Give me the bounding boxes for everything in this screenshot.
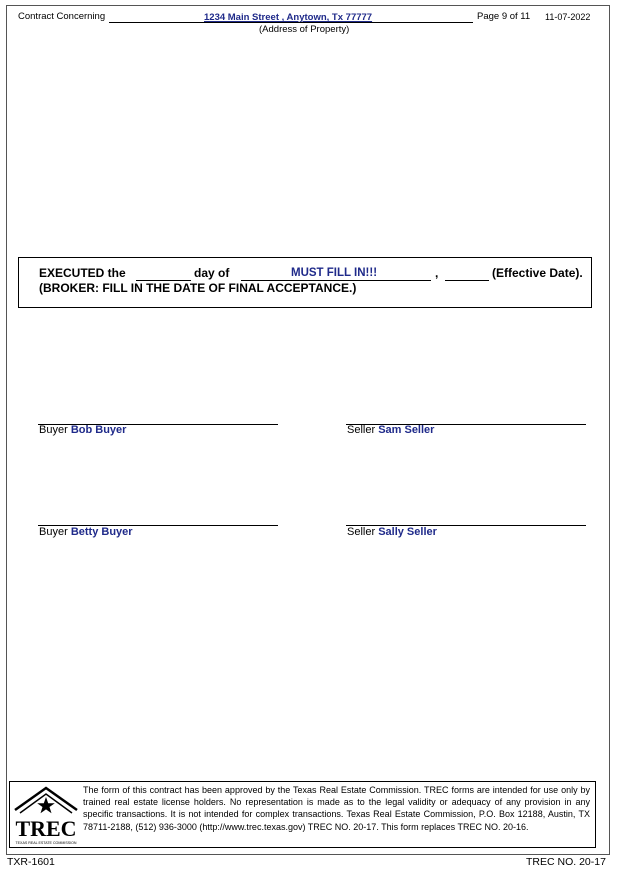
page-number: Page 9 of 11 (477, 11, 531, 22)
signer-name: Betty Buyer (70, 526, 133, 538)
signature-role: Buyer (39, 526, 68, 538)
broker-note: (BROKER: FILL IN THE DATE OF FINAL ACCEPTANCE.) (39, 281, 357, 295)
signature-block-seller-2 (347, 526, 437, 538)
effective-date-label: (Effective Date). (492, 266, 583, 280)
comma: , (435, 266, 439, 280)
day-of-label: day of (194, 266, 230, 280)
disclaimer-text: The form of this contract has been approved by the Texas Real Estate Commission. TREC forms are intended for use only by trained real estate license holders. No representation is made as to the legal validity or adequacy of any provision in any specific transactions. It is not intended for complex transactions. Texas Real Estate Commission, P.O. Box 12188, Austin, TX 78711-2188, (512) 936-3000 (http://www.trec.texas.gov) TREC NO. 20-17. This form replaces TREC NO. 20-16. (83, 785, 590, 832)
signature-role: Seller (347, 424, 376, 436)
form-date: 11-07-2022 (545, 12, 591, 22)
year-field[interactable] (445, 280, 489, 281)
signature-block-buyer-2 (39, 526, 133, 538)
property-address[interactable]: 1234 Main Street , Anytown, Tx 77777 (204, 12, 373, 23)
form-code-right: TREC NO. 20-17 (526, 856, 606, 868)
contract-concerning-label: Contract Concerning (18, 11, 106, 22)
executed-the-label: EXECUTED the (39, 266, 126, 280)
footer-box (9, 781, 596, 848)
signature-role: Buyer (39, 424, 68, 436)
signature-block-seller-1 (347, 424, 434, 436)
logo-text: TREC (15, 816, 77, 841)
signature-block-buyer-1 (39, 424, 126, 436)
signer-name: Bob Buyer (70, 424, 127, 436)
form-code-left: TXR-1601 (7, 856, 55, 868)
address-caption: (Address of Property) (259, 24, 350, 35)
trec-logo (11, 783, 81, 847)
signer-name: Sally Seller (378, 526, 437, 538)
signer-name: Sam Seller (378, 424, 435, 436)
logo-subtext: TEXAS REAL ESTATE COMMISSION (15, 841, 77, 845)
month-field[interactable]: MUST FILL IN!!! (291, 267, 378, 279)
signature-role: Seller (347, 526, 376, 538)
